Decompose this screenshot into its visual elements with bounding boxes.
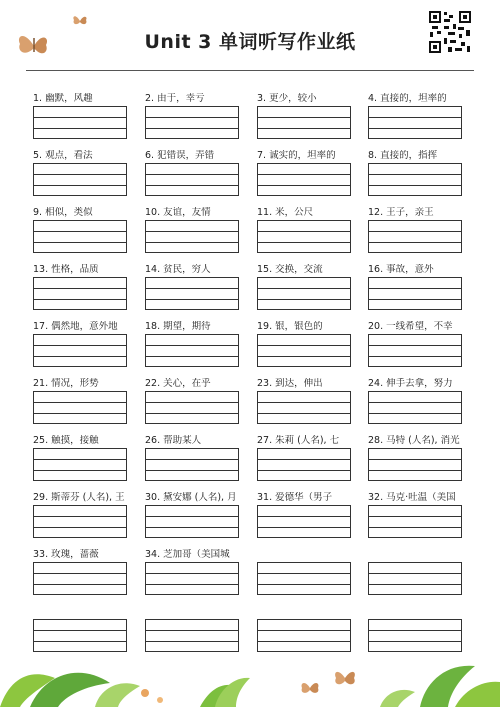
writing-line bbox=[258, 516, 350, 517]
writing-line bbox=[369, 630, 461, 631]
writing-line bbox=[258, 288, 350, 289]
writing-line bbox=[34, 413, 126, 414]
word-prompt: 24. 伸手去拿，努力 bbox=[368, 378, 453, 389]
writing-line bbox=[258, 413, 350, 414]
page-title: Unit 3 单词听写作业纸 bbox=[144, 31, 356, 53]
answer-box[interactable] bbox=[257, 106, 351, 139]
word-prompt: 9. 相似，类似 bbox=[33, 207, 93, 218]
word-cell bbox=[145, 549, 241, 595]
word-cell bbox=[368, 264, 464, 310]
writing-line bbox=[34, 174, 126, 175]
writing-line bbox=[258, 527, 350, 528]
writing-line bbox=[34, 231, 126, 232]
writing-line bbox=[258, 185, 350, 186]
writing-line bbox=[146, 345, 238, 346]
writing-line bbox=[146, 516, 238, 517]
writing-line bbox=[34, 356, 126, 357]
word-prompt: 28. 马特 (人名), 消光 bbox=[368, 435, 460, 446]
answer-box[interactable] bbox=[33, 448, 127, 481]
writing-line bbox=[369, 402, 461, 403]
answer-box[interactable] bbox=[257, 334, 351, 367]
word-prompt: 5. 观点，看法 bbox=[33, 150, 93, 161]
writing-line bbox=[34, 345, 126, 346]
word-cell bbox=[33, 93, 129, 139]
answer-box[interactable] bbox=[33, 106, 127, 139]
writing-line bbox=[146, 117, 238, 118]
writing-line bbox=[34, 299, 126, 300]
word-cell bbox=[257, 150, 353, 196]
answer-box[interactable] bbox=[33, 505, 127, 538]
writing-line bbox=[369, 356, 461, 357]
answer-box[interactable] bbox=[257, 277, 351, 310]
word-cell bbox=[368, 492, 464, 538]
answer-box[interactable] bbox=[368, 562, 462, 595]
word-cell bbox=[145, 93, 241, 139]
writing-line bbox=[369, 185, 461, 186]
writing-line bbox=[258, 459, 350, 460]
word-cell bbox=[257, 207, 353, 253]
word-cell bbox=[257, 264, 353, 310]
word-prompt: 15. 交换，交流 bbox=[257, 264, 323, 275]
word-cell bbox=[33, 207, 129, 253]
writing-line bbox=[146, 299, 238, 300]
word-cell bbox=[33, 492, 129, 538]
word-cell bbox=[145, 207, 241, 253]
word-prompt: 23. 到达，伸出 bbox=[257, 378, 323, 389]
word-prompt: 32. 马克·吐温（美国 bbox=[368, 492, 456, 503]
writing-line bbox=[369, 573, 461, 574]
answer-box[interactable] bbox=[145, 391, 239, 424]
word-prompt: 34. 芝加哥（美国城 bbox=[145, 549, 230, 560]
word-cell bbox=[368, 549, 464, 595]
word-prompt: 3. 更少，较小 bbox=[257, 93, 317, 104]
word-prompt: 20. 一线希望，不幸 bbox=[368, 321, 453, 332]
word-cell bbox=[257, 606, 353, 652]
word-prompt: 11. 米，公尺 bbox=[257, 207, 314, 218]
writing-line bbox=[369, 231, 461, 232]
answer-box[interactable] bbox=[145, 562, 239, 595]
word-cell bbox=[368, 378, 464, 424]
word-cell bbox=[257, 549, 353, 595]
answer-box[interactable] bbox=[257, 562, 351, 595]
word-cell bbox=[257, 93, 353, 139]
writing-line bbox=[34, 641, 126, 642]
word-cell bbox=[145, 321, 241, 367]
writing-line bbox=[34, 459, 126, 460]
answer-box[interactable] bbox=[145, 220, 239, 253]
leaves-decoration bbox=[0, 648, 500, 707]
answer-box[interactable] bbox=[368, 106, 462, 139]
word-cell bbox=[145, 378, 241, 424]
writing-line bbox=[146, 470, 238, 471]
writing-line bbox=[34, 242, 126, 243]
writing-line bbox=[146, 630, 238, 631]
answer-box[interactable] bbox=[145, 505, 239, 538]
word-prompt bbox=[368, 606, 464, 618]
word-cell bbox=[368, 93, 464, 139]
answer-box[interactable] bbox=[257, 505, 351, 538]
writing-line bbox=[258, 470, 350, 471]
word-cell bbox=[33, 549, 129, 595]
word-cell bbox=[257, 321, 353, 367]
word-prompt: 19. 银，银色的 bbox=[257, 321, 323, 332]
answer-box[interactable] bbox=[33, 163, 127, 196]
answer-box[interactable] bbox=[33, 334, 127, 367]
word-cell bbox=[368, 435, 464, 481]
writing-line bbox=[34, 288, 126, 289]
word-prompt bbox=[145, 606, 241, 618]
writing-line bbox=[34, 584, 126, 585]
writing-line bbox=[146, 288, 238, 289]
word-cell bbox=[145, 150, 241, 196]
word-cell bbox=[33, 435, 129, 481]
writing-line bbox=[146, 527, 238, 528]
answer-box[interactable] bbox=[257, 391, 351, 424]
answer-box[interactable] bbox=[145, 163, 239, 196]
writing-line bbox=[146, 402, 238, 403]
writing-line bbox=[369, 117, 461, 118]
word-cell bbox=[33, 321, 129, 367]
writing-line bbox=[146, 242, 238, 243]
word-cell bbox=[368, 207, 464, 253]
writing-line bbox=[146, 641, 238, 642]
word-prompt bbox=[257, 549, 353, 561]
writing-line bbox=[146, 174, 238, 175]
word-prompt: 26. 帮助某人 bbox=[145, 435, 202, 446]
writing-line bbox=[34, 402, 126, 403]
writing-line bbox=[369, 459, 461, 460]
writing-line bbox=[258, 584, 350, 585]
writing-line bbox=[34, 630, 126, 631]
word-cell bbox=[33, 378, 129, 424]
word-prompt: 18. 期望，期待 bbox=[145, 321, 211, 332]
word-cell bbox=[33, 264, 129, 310]
word-cell bbox=[368, 321, 464, 367]
writing-line bbox=[146, 573, 238, 574]
answer-box[interactable] bbox=[368, 163, 462, 196]
word-prompt: 22. 关心，在乎 bbox=[145, 378, 211, 389]
answer-box[interactable] bbox=[368, 334, 462, 367]
word-prompt: 14. 贫民，穷人 bbox=[145, 264, 211, 275]
answer-box[interactable] bbox=[33, 277, 127, 310]
writing-line bbox=[369, 527, 461, 528]
writing-line bbox=[369, 242, 461, 243]
word-prompt: 6. 犯错误，弄错 bbox=[145, 150, 215, 161]
answer-box[interactable] bbox=[257, 448, 351, 481]
writing-line bbox=[258, 402, 350, 403]
word-cell bbox=[145, 264, 241, 310]
word-cell bbox=[368, 150, 464, 196]
word-prompt: 31. 爱德华（男子 bbox=[257, 492, 333, 503]
answer-box[interactable] bbox=[257, 163, 351, 196]
word-cell bbox=[33, 606, 129, 652]
writing-line bbox=[258, 356, 350, 357]
writing-line bbox=[34, 527, 126, 528]
writing-line bbox=[146, 584, 238, 585]
writing-line bbox=[258, 242, 350, 243]
writing-line bbox=[369, 413, 461, 414]
writing-line bbox=[258, 573, 350, 574]
word-prompt: 13. 性格，品质 bbox=[33, 264, 99, 275]
answer-box[interactable] bbox=[368, 448, 462, 481]
writing-line bbox=[34, 185, 126, 186]
answer-box[interactable] bbox=[368, 220, 462, 253]
writing-line bbox=[369, 345, 461, 346]
answer-box[interactable] bbox=[33, 391, 127, 424]
word-prompt: 7. 诚实的，坦率的 bbox=[257, 150, 336, 161]
word-prompt: 12. 王子，亲王 bbox=[368, 207, 434, 218]
answer-box[interactable] bbox=[145, 448, 239, 481]
word-cell bbox=[257, 378, 353, 424]
writing-line bbox=[34, 117, 126, 118]
writing-line bbox=[146, 356, 238, 357]
answer-box[interactable] bbox=[368, 391, 462, 424]
word-prompt: 33. 玫瑰，蔷薇 bbox=[33, 549, 99, 560]
word-prompt: 4. 直接的，坦率的 bbox=[368, 93, 447, 104]
word-prompt: 30. 黛安娜 (人名), 月 bbox=[145, 492, 237, 503]
word-cell bbox=[145, 606, 241, 652]
word-cell bbox=[145, 435, 241, 481]
writing-line bbox=[258, 345, 350, 346]
word-cell bbox=[33, 150, 129, 196]
answer-box[interactable] bbox=[145, 106, 239, 139]
answer-box[interactable] bbox=[145, 277, 239, 310]
word-prompt bbox=[368, 549, 464, 561]
word-prompt bbox=[33, 606, 129, 618]
word-prompt: 2. 由于，幸亏 bbox=[145, 93, 205, 104]
writing-line bbox=[34, 470, 126, 471]
word-cell bbox=[257, 492, 353, 538]
writing-line bbox=[34, 128, 126, 129]
writing-line bbox=[369, 299, 461, 300]
writing-line bbox=[258, 117, 350, 118]
word-prompt: 27. 朱莉 (人名), 七 bbox=[257, 435, 340, 446]
writing-line bbox=[258, 630, 350, 631]
writing-line bbox=[146, 413, 238, 414]
word-prompt: 10. 友谊，友情 bbox=[145, 207, 211, 218]
answer-box[interactable] bbox=[368, 505, 462, 538]
writing-line bbox=[258, 128, 350, 129]
writing-line bbox=[369, 174, 461, 175]
writing-line bbox=[34, 516, 126, 517]
word-cell bbox=[257, 435, 353, 481]
answer-box[interactable] bbox=[257, 220, 351, 253]
writing-line bbox=[369, 641, 461, 642]
word-prompt: 21. 情况，形势 bbox=[33, 378, 99, 389]
writing-line bbox=[369, 288, 461, 289]
word-prompt: 25. 触摸，接触 bbox=[33, 435, 99, 446]
writing-line bbox=[258, 231, 350, 232]
word-cell bbox=[145, 492, 241, 538]
writing-line bbox=[369, 584, 461, 585]
writing-line bbox=[146, 231, 238, 232]
writing-line bbox=[369, 516, 461, 517]
answer-box[interactable] bbox=[368, 277, 462, 310]
answer-box[interactable] bbox=[145, 334, 239, 367]
word-prompt: 8. 直接的，指挥 bbox=[368, 150, 438, 161]
word-prompt: 17. 偶然地，意外地 bbox=[33, 321, 118, 332]
writing-line bbox=[369, 470, 461, 471]
writing-line bbox=[258, 174, 350, 175]
writing-line bbox=[146, 128, 238, 129]
word-prompt: 29. 斯蒂芬 (人名), 王 bbox=[33, 492, 125, 503]
writing-line bbox=[258, 641, 350, 642]
word-prompt: 16. 事故，意外 bbox=[368, 264, 434, 275]
word-cell bbox=[368, 606, 464, 652]
answer-box[interactable] bbox=[33, 220, 127, 253]
writing-line bbox=[146, 459, 238, 460]
writing-line bbox=[369, 128, 461, 129]
word-prompt bbox=[257, 606, 353, 618]
word-prompt: 1. 幽默，风趣 bbox=[33, 93, 93, 104]
writing-line bbox=[34, 573, 126, 574]
writing-line bbox=[146, 185, 238, 186]
answer-box[interactable] bbox=[33, 562, 127, 595]
writing-line bbox=[258, 299, 350, 300]
